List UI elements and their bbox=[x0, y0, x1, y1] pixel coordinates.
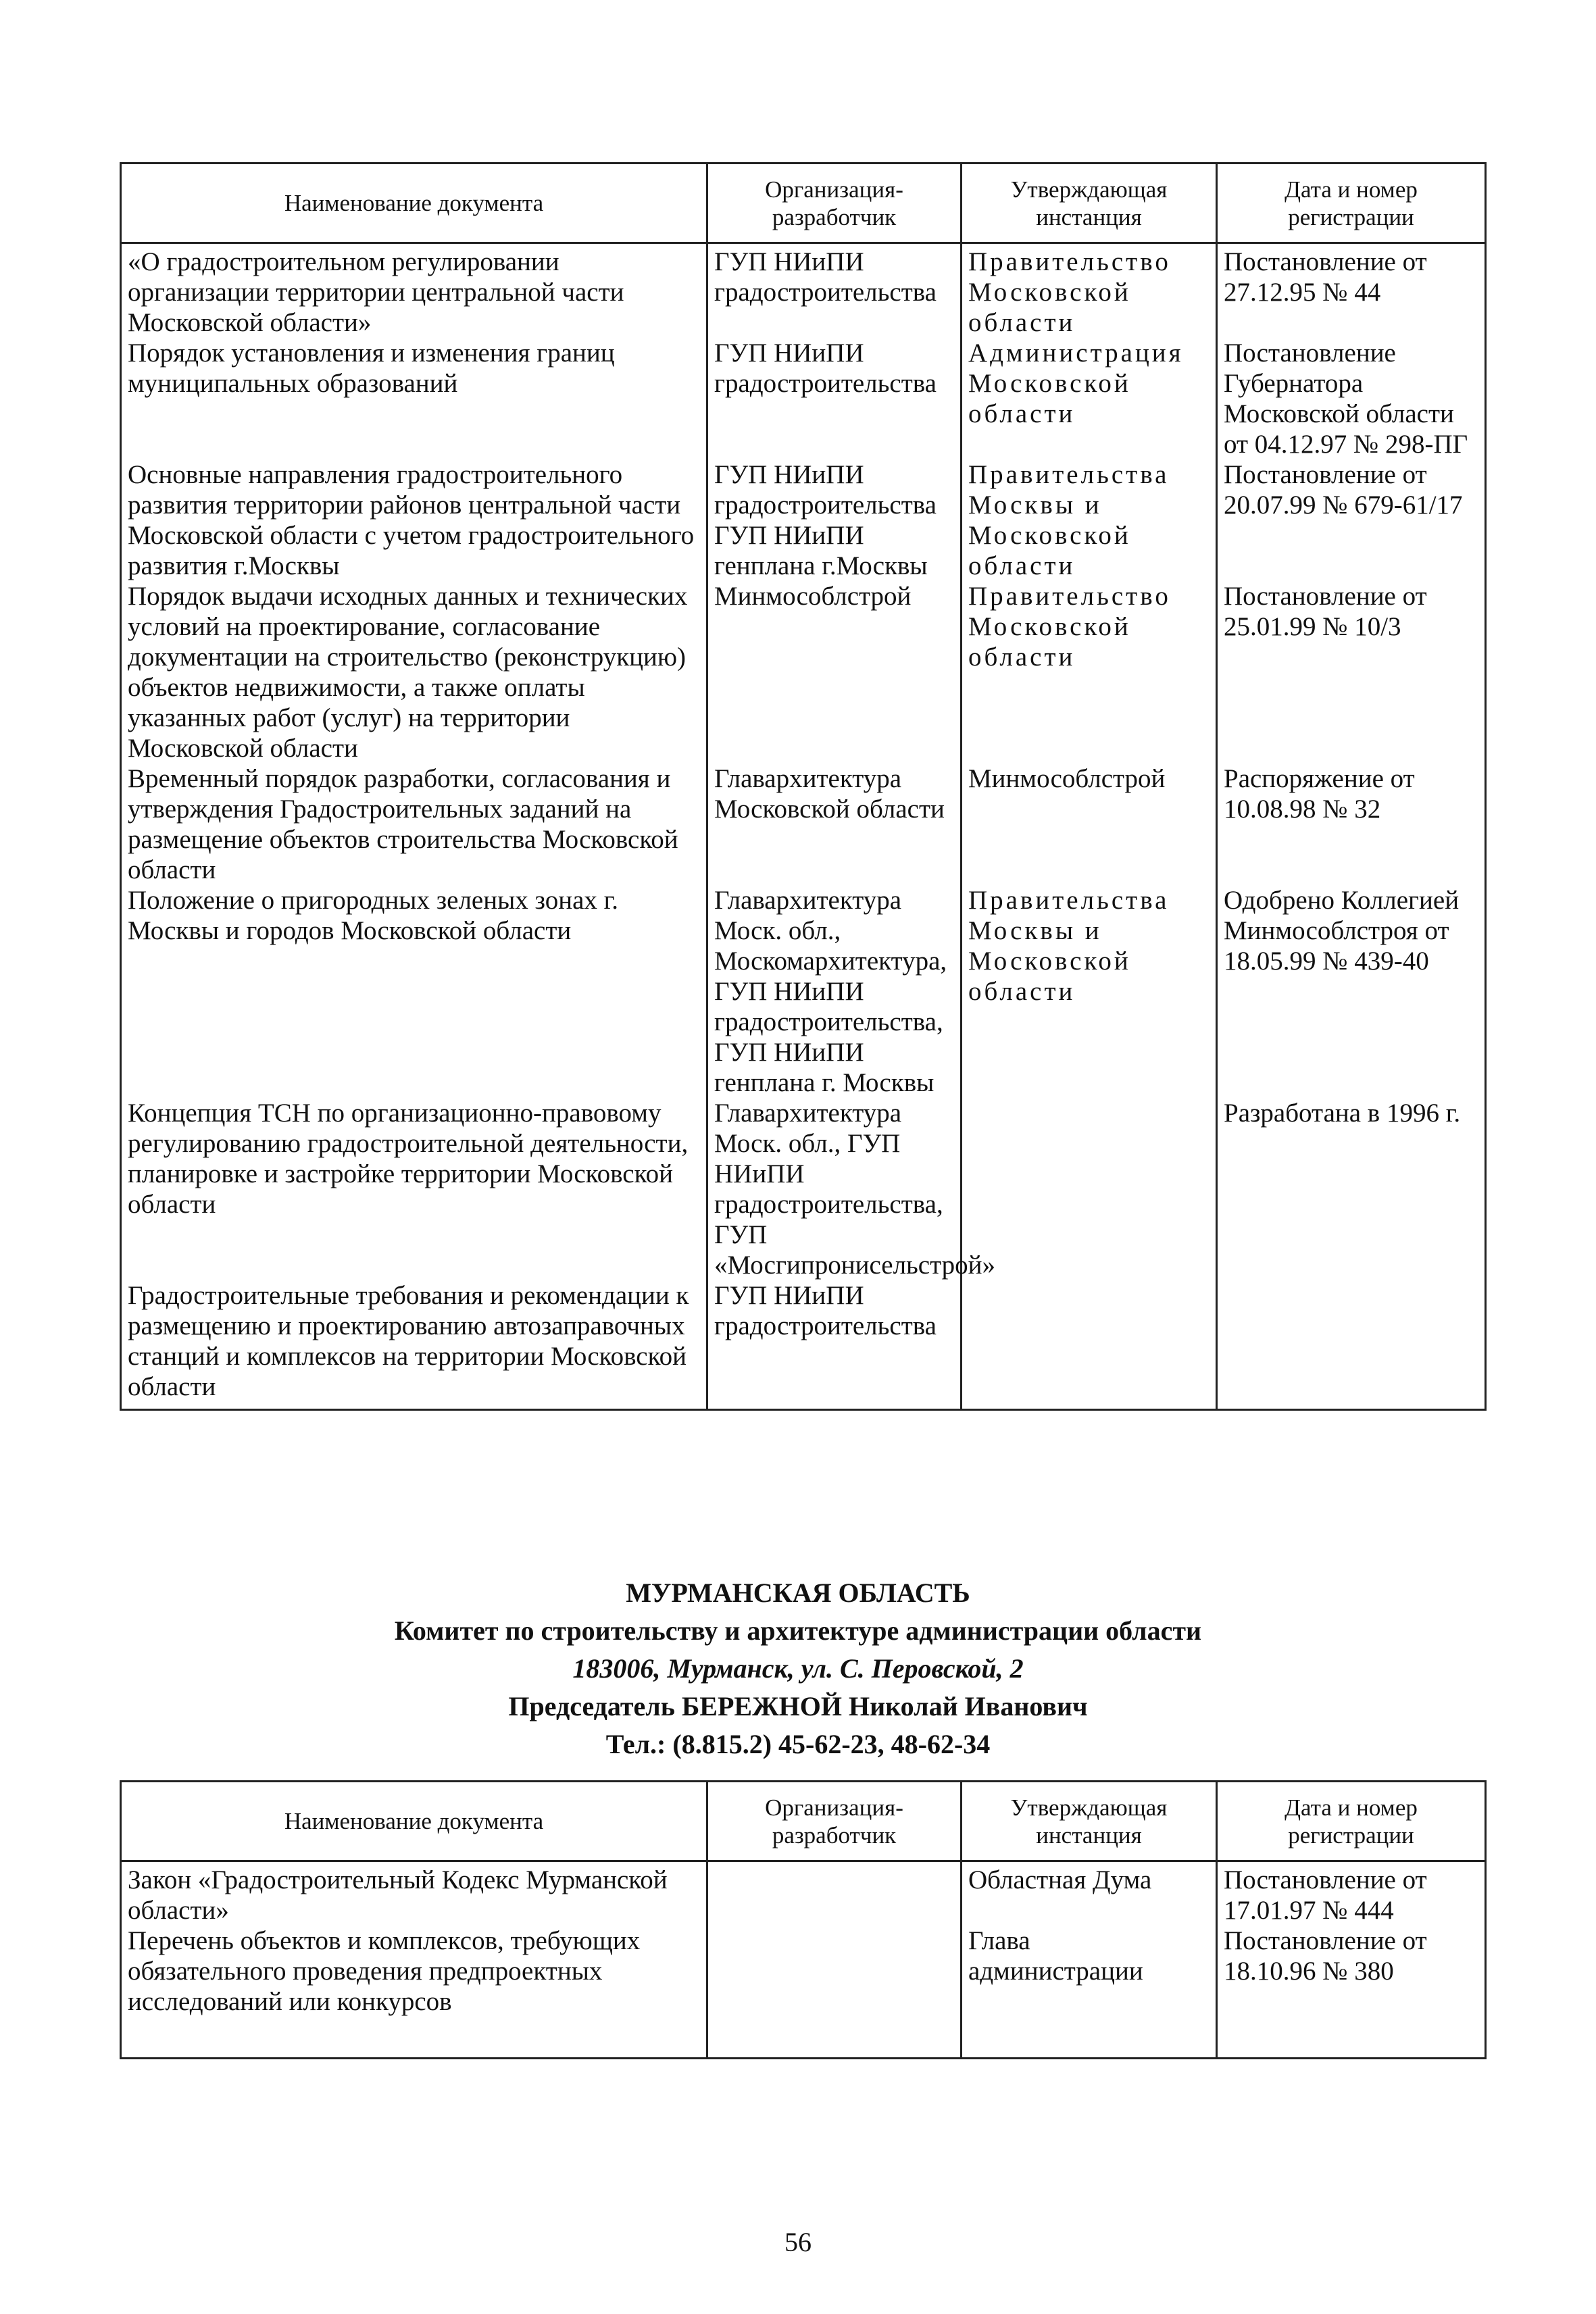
committee-chairman: Председатель БЕРЕЖНОЙ Николай Иванович bbox=[508, 1691, 1088, 1721]
table-row bbox=[121, 1861, 1486, 1926]
developer-org: ГУП НИиПИ градостроительства ГУП НИиПИ генплана г.Москвы bbox=[707, 459, 962, 581]
document-name: Перечень объектов и комплексов, требующих обязательного проведения предпроектных исследований или конкурсов bbox=[121, 1926, 707, 2059]
registration-info: Постановление от 25.01.99 № 10/3 bbox=[1217, 581, 1486, 763]
committee-name: Комитет по строительству и архитектуре администрации области bbox=[394, 1615, 1202, 1646]
developer-org: Минмособлстрой bbox=[707, 581, 962, 763]
col-header-registration: Дата и номер регистрации bbox=[1217, 164, 1486, 243]
developer-org: Главархитектура Моск. обл., ГУП НИиПИ градостроительства, ГУП «Мосгипронисельстрой» bbox=[707, 1098, 962, 1280]
table-row bbox=[121, 1280, 1486, 1410]
approving-authority: Глава администрации bbox=[962, 1926, 1217, 2059]
table-row bbox=[121, 459, 1486, 581]
table-row bbox=[121, 885, 1486, 1098]
table-row bbox=[121, 581, 1486, 763]
document-name: Порядок выдачи исходных данных и технических условий на проектирование, согласование документации на строительство (реконструкцию) объектов недвижимости, а также оплаты указанных работ (услуг) на территории Московской области bbox=[121, 581, 707, 763]
document-name: Положение о пригородных зеленых зонах г. Москвы и городов Московской области bbox=[121, 885, 707, 1098]
document-name: «О градостроительном регулировании организации территории центральной части Московской области» bbox=[121, 243, 707, 338]
table-row bbox=[121, 338, 1486, 459]
approving-authority bbox=[962, 1280, 1217, 1410]
registration-info: Постановление от 17.01.97 № 444 bbox=[1217, 1861, 1486, 1926]
documents-table-murmansk-region bbox=[120, 1780, 1487, 2059]
approving-authority bbox=[962, 1098, 1217, 1280]
committee-phone: Тел.: (8.815.2) 45-62-23, 48-62-34 bbox=[605, 1729, 991, 1759]
page-number: 56 bbox=[784, 2227, 812, 2257]
approving-authority: Минмособлстрой bbox=[962, 763, 1217, 885]
developer-org: ГУП НИиПИ градостроительства bbox=[707, 1280, 962, 1410]
table-row bbox=[121, 243, 1486, 338]
approving-authority: Областная Дума bbox=[962, 1861, 1217, 1926]
col-header-approving-authority: Утверждающая инстанция bbox=[962, 1782, 1217, 1861]
region-title: МУРМАНСКАЯ ОБЛАСТЬ bbox=[626, 1578, 970, 1608]
registration-info: Постановление от 18.10.96 № 380 bbox=[1217, 1926, 1486, 2059]
document-name: Концепция ТСН по организационно-правовому регулированию градостроительной деятельности, планировке и застройке территории Московской области bbox=[121, 1098, 707, 1280]
col-header-document-name: Наименование документа bbox=[121, 164, 707, 243]
col-header-developer-org: Организация- разработчик bbox=[707, 164, 962, 243]
table-header-row bbox=[121, 164, 1486, 243]
developer-org: ГУП НИиПИ градостроительства bbox=[707, 338, 962, 459]
developer-org bbox=[707, 1861, 962, 1926]
registration-info bbox=[1217, 1280, 1486, 1410]
col-header-registration: Дата и номер регистрации bbox=[1217, 1782, 1486, 1861]
col-header-approving-authority: Утверждающая инстанция bbox=[962, 164, 1217, 243]
registration-info: Постановление от 27.12.95 № 44 bbox=[1217, 243, 1486, 338]
registration-info: Одобрено Коллегией Минмособлстроя от 18.05.99 № 439-40 bbox=[1217, 885, 1486, 1098]
approving-authority: Правительство Московской области bbox=[962, 581, 1217, 763]
document-name: Градостроительные требования и рекомендации к размещению и проектированию автозаправочных станций и комплексов на территории Московской области bbox=[121, 1280, 707, 1410]
document-name: Временный порядок разработки, согласования и утверждения Градостроительных заданий на размещение объектов строительства Московской области bbox=[121, 763, 707, 885]
developer-org: Главархитектура Московской области bbox=[707, 763, 962, 885]
approving-authority: Правительства Москвы и Московской области bbox=[962, 885, 1217, 1098]
document-name: Закон «Градостроительный Кодекс Мурманской области» bbox=[121, 1861, 707, 1926]
table-row bbox=[121, 763, 1486, 885]
col-header-developer-org: Организация- разработчик bbox=[707, 1782, 962, 1861]
document-name: Порядок установления и изменения границ муниципальных образований bbox=[121, 338, 707, 459]
committee-address: 183006, Мурманск, ул. С. Перовской, 2 bbox=[572, 1653, 1024, 1684]
developer-org bbox=[707, 1926, 962, 2059]
registration-info: Постановление Губернатора Московской области от 04.12.97 № 298-ПГ bbox=[1217, 338, 1486, 459]
table-row bbox=[121, 1098, 1486, 1280]
approving-authority: Администрация Московской области bbox=[962, 338, 1217, 459]
developer-org: Главархитектура Моск. обл., Москомархитектура, ГУП НИиПИ градостроительства, ГУП НИиПИ генплана г. Москвы bbox=[707, 885, 962, 1098]
registration-info: Распоряжение от 10.08.98 № 32 bbox=[1217, 763, 1486, 885]
col-header-document-name: Наименование документа bbox=[121, 1782, 707, 1861]
approving-authority: Правительства Москвы и Московской области bbox=[962, 459, 1217, 581]
documents-table-moscow-region bbox=[120, 162, 1487, 1411]
section-header bbox=[0, 1574, 1596, 1763]
document-name: Основные направления градостроительного развития территории районов центральной части Московской области с учетом градостроительного развития г.Москвы bbox=[121, 459, 707, 581]
developer-org: ГУП НИиПИ градостроительства bbox=[707, 243, 962, 338]
table-header-row bbox=[121, 1782, 1486, 1861]
table-row bbox=[121, 1926, 1486, 2059]
registration-info: Постановление от 20.07.99 № 679-61/17 bbox=[1217, 459, 1486, 581]
approving-authority: Правительство Московской области bbox=[962, 243, 1217, 338]
registration-info: Разработана в 1996 г. bbox=[1217, 1098, 1486, 1280]
